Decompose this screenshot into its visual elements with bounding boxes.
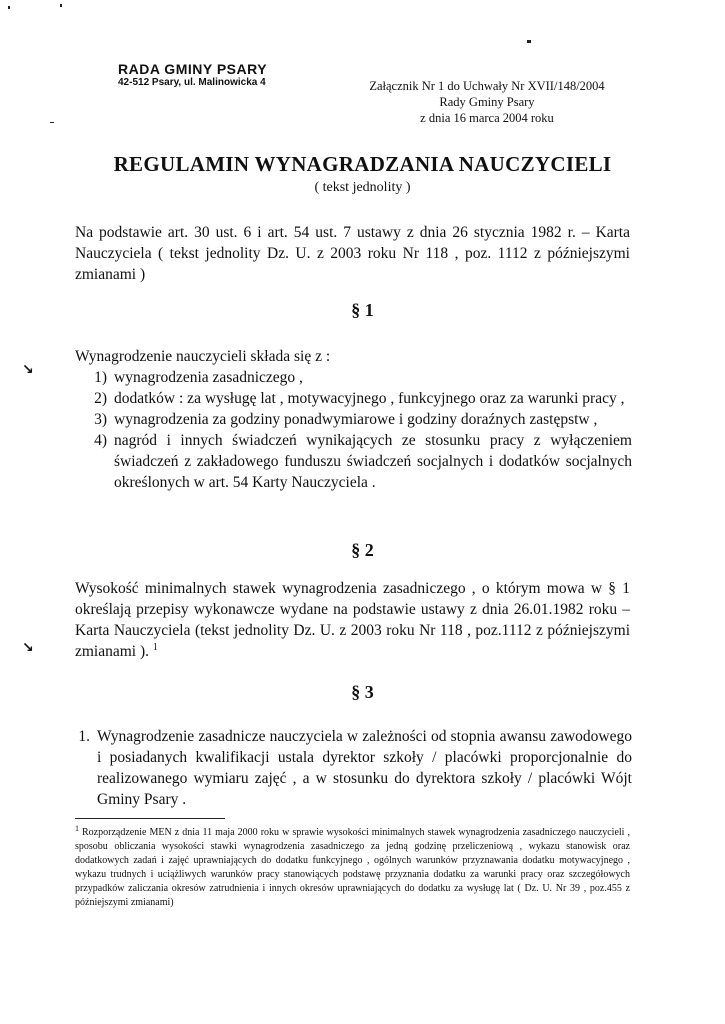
intro-paragraph: Na podstawie art. 30 ust. 6 i art. 54 ust. 7 ustawy z dnia 26 stycznia 1982 r. – Karta Nauczyciela ( tekst jednolity Dz. U. z 2003 roku Nr 118 , poz. 1112 z późniejszymi zmianami ) (75, 224, 630, 283)
list-item-number: 1. (78, 728, 90, 745)
footnote-text: Rozporządzenie MEN z dnia 11 maja 2000 roku w sprawie wysokości minimalnych stawek wynagrodzenia zasadniczego nauczycieli , sposobu obliczania wysokości stawki wynagrodzenia zasadniczego za jedną godzinę przeliczeniową , wykazu stanowisk oraz dodatkowych zadań i zajęć uprawniających do dodatku funkcyjnego , ogólnych warunków przyznawania dodatku motywacyjnego , wykazu trudnych i uciążliwych warunków pracy stanowiących podstawę przyznania dodatku za warunki pracy oraz szczegółowych przypadków zaliczania okresów zatrudnienia i innych okresów uprawniających do dodatku za wysługę lat ( Dz. U. Nr 39 , poz.455 z późniejszymi zmianami) (75, 827, 630, 908)
section-1-lead: Wynagrodzenie nauczycieli składa się z : (75, 348, 331, 365)
annex-line: Załącznik Nr 1 do Uchwały Nr XVII/148/2004 (369, 79, 605, 93)
list-item-number: 1) (94, 369, 107, 386)
list-item-number: 3) (94, 411, 107, 428)
section-2-text: Wysokość minimalnych stawek wynagrodzenia zasadniczego , o którym mowa w § 1 określają przepisy wykonawcze wydane na podstawie ustawy z dnia 26.01.1982 roku – Karta Nauczyciela (tekst jednolity Dz. U. z 2003 roku Nr 118 , poz.1112 z późniejszymi zmianami ). (75, 580, 630, 660)
footnote-divider (75, 818, 225, 819)
footnote-reference[interactable]: 1 (152, 641, 158, 653)
list-item (77, 367, 632, 388)
stamp-line-council: RADA GMINY PSARY (118, 61, 268, 77)
list-item (77, 388, 632, 409)
section-heading-3: § 3 (351, 682, 374, 702)
section-1-list (77, 367, 632, 493)
council-stamp (118, 62, 267, 88)
annex-line: z dnia 16 marca 2004 roku (420, 111, 554, 125)
scan-speck (50, 122, 54, 123)
list-item-text: Wynagrodzenie zasadnicze nauczyciela w zależności od stopnia awansu zawodowego i posiadanych kwalifikacji ustala dyrektor szkoły / placówki proporcjonalnie do realizowanego wymiaru zajęć , a w stosunku do dyrektora szkoły / placówki Wójt Gminy Psary . (97, 728, 632, 808)
stamp-line-address: 42-512 Psary, ul. Malinowicka 4 (118, 77, 266, 89)
list-item (77, 409, 632, 430)
section-3-list (60, 726, 632, 810)
document-title: REGULAMIN WYNAGRADZANIA NAUCZYCIELI (113, 152, 612, 176)
list-item-number: 4) (94, 432, 107, 449)
scan-speck (8, 6, 10, 9)
list-item (60, 726, 632, 810)
list-item (77, 430, 632, 493)
scan-speck (60, 4, 62, 7)
footnote-mark: 1 (75, 823, 79, 833)
annex-line: Rady Gminy Psary (439, 95, 535, 109)
list-item-text: dodatków : za wysługę lat , motywacyjnego , funkcyjnego oraz za warunki pracy , (114, 390, 625, 407)
margin-arrow-icon: ↘ (22, 362, 34, 378)
scan-speck (527, 40, 531, 43)
section-heading-2: § 2 (351, 540, 374, 560)
footnote (75, 823, 630, 910)
list-item-text: nagród i innych świadczeń wynikających ze stosunku pracy z wyłączeniem świadczeń z zakładowego funduszu świadczeń socjalnych i dodatków socjalnych określonych w art. 54 Karty Nauczyciela . (114, 432, 632, 491)
document-subtitle: ( tekst jednolity ) (314, 180, 411, 195)
list-item-text: wynagrodzenia za godziny ponadwymiarowe i godziny doraźnych zastępstw , (114, 411, 598, 428)
section-heading-1: § 1 (351, 300, 374, 320)
list-item-text: wynagrodzenia zasadniczego , (114, 369, 303, 386)
annex-note (342, 78, 632, 126)
list-item-number: 2) (94, 390, 107, 407)
margin-arrow-icon: ↘ (22, 640, 34, 656)
section-2-paragraph (75, 578, 630, 662)
